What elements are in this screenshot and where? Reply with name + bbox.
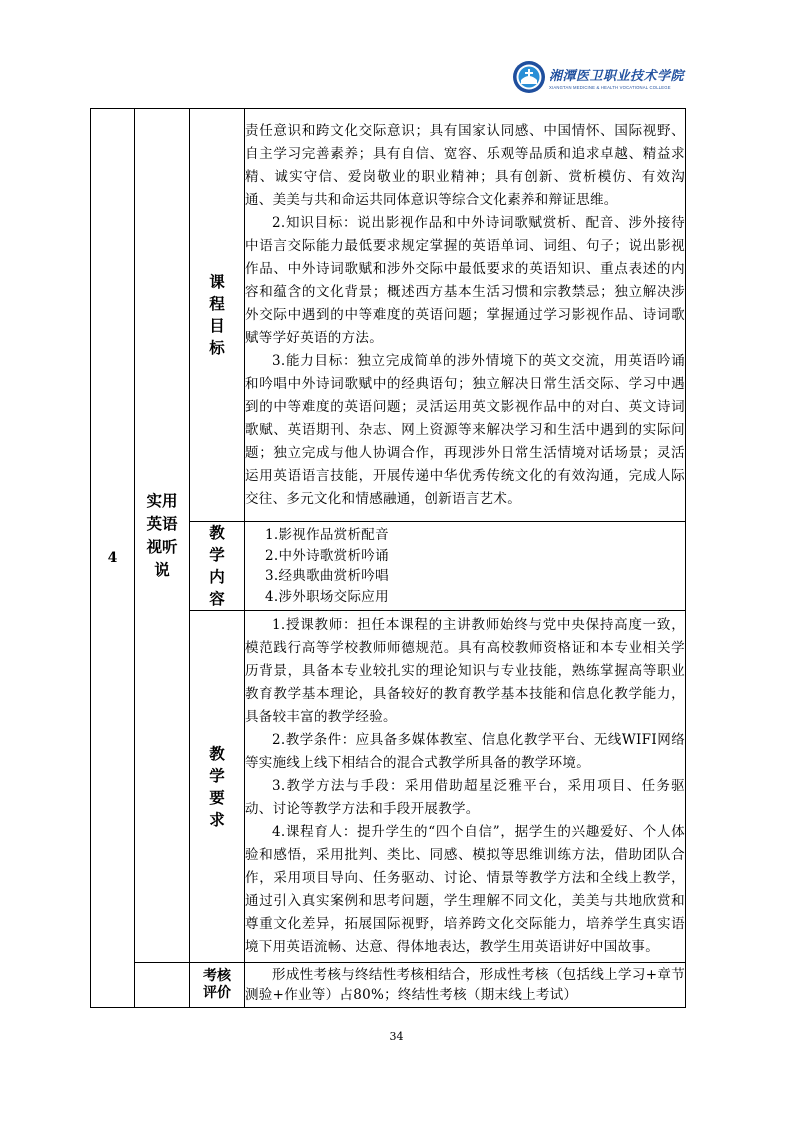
requirements-paragraph: 2.教学条件：应具备多媒体教室、信息化教学平台、无线WIFI网络等实施线上线下相结合的混合式教学所具备的教学环境。 (245, 732, 685, 771)
page-number: 34 (389, 1030, 404, 1043)
list-item: 4.涉外职场交际应用 (265, 588, 389, 605)
requirements-content (245, 611, 686, 963)
list-item: 2.中外诗歌赏析吟诵 (265, 547, 389, 564)
goals-paragraph: 责任意识和跨文化交际意识；具有国家认同感、中国情怀、国际视野、自主学习完善素养；具有自信、宽容、乐观等品质和追求卓越、精益求精、诚实守信、爱岗敬业的职业精神；具有创新、赏析模仿、有效沟通、美美与共和命运共同体意识等综合文化素养和辩证思维。 (245, 122, 685, 208)
content-list (245, 522, 686, 611)
college-seal-icon (512, 60, 546, 94)
row-label-goals: 课程目标 (190, 109, 245, 522)
row-label-content: 教学内容 (190, 522, 245, 611)
row-label-requirements: 教学要求 (190, 611, 245, 963)
goals-paragraph: 2.知识目标：说出影视作品和中外诗词歌赋赏析、配音、涉外接待中语言交际能力最低要求规定掌握的英语单词、词组、句子；说出影视作品、中外诗词歌赋和涉外交际中最低要求的英语知识、重点表述的内容和蕴含的文化背景；概述西方基本生活习惯和宗教禁忌；独立解决涉外交际中遇到的中等难度的英语问题；掌握通过学习影视作品、诗词歌赋等学好英语的方法。 (245, 214, 685, 346)
assessment-content (245, 963, 686, 1008)
logo-english-name: XIANGTAN MEDICINE & HEALTH VOCATIONAL COLLEGE (549, 84, 671, 90)
goals-content (245, 109, 686, 522)
college-logo (512, 60, 687, 94)
goals-paragraph: 3.能力目标：独立完成简单的涉外情境下的英文交流，用英语吟诵和吟唱中外诗词歌赋中的经典语句；独立解决日常生活交际、学习中遇到的中等难度的英语问题；灵活运用英文影视作品中的对白、英文诗词歌赋、英语期刊、杂志、网上资源等来解决学习和生活中遇到的实际问题；独立完成与他人协调合作，再现涉外日常生活情境对话场景；灵活运用英语语言技能，开展传递中华优秀传统文化的有效沟通，完成人际交往、多元文化和情感融通，创新语言艺术。 (245, 352, 685, 507)
table-row-goals (91, 109, 686, 522)
logo-chinese-name: 湘潭医卫职业技术学院 (549, 68, 685, 84)
requirements-paragraph: 3.教学方法与手段：采用借助超星泛雅平台，采用项目、任务驱动、讨论等教学方法和手段开展教学。 (245, 778, 685, 817)
requirements-paragraph: 1.授课教师：担任本课程的主讲教师始终与党中央保持高度一致，模范践行高等学校教师师德规范。具有高校教师资格证和本专业相关学历背景，具备本专业较扎实的理论知识与专业技能，熟练掌握高等职业教育教学基本理论，具备较好的教育教学基本技能和信息化教学能力，具备较丰富的教学经验。 (245, 617, 685, 725)
table-row-assessment (91, 963, 686, 1008)
course-table (90, 108, 686, 1008)
requirements-paragraph: 4.课程育人：提升学生的“四个自信”，据学生的兴趣爱好、个人体验和感悟，采用批判、类比、同感、模拟等思维训练方法，借助团队合作，采用项目导向、任务驱动、讨论、情景等教学方法和全线上教学，通过引入真实案例和思考问题，学生理解不同文化，美美与共地欣赏和尊重文化差异，拓展国际视野，培养跨文化交际能力，培养学生真实语境下用英语流畅、达意、得体地表达，教学生用英语讲好中国故事。 (245, 824, 685, 955)
course-name: 实用英语视听说 (135, 109, 190, 963)
list-item: 1.影视作品赏析配音 (265, 527, 389, 543)
course-name-cell-end (135, 963, 190, 1008)
row-label-assessment: 考核评价 (190, 963, 245, 1008)
list-item: 3.经典歌曲赏析吟唱 (265, 568, 389, 584)
course-number: 4 (91, 109, 135, 1008)
assessment-text: 形成性考核与终结性考核相结合，形成性考核（包括线上学习+章节测验+作业等）占80%；终结性考核（期末线上考试） (245, 967, 685, 1003)
